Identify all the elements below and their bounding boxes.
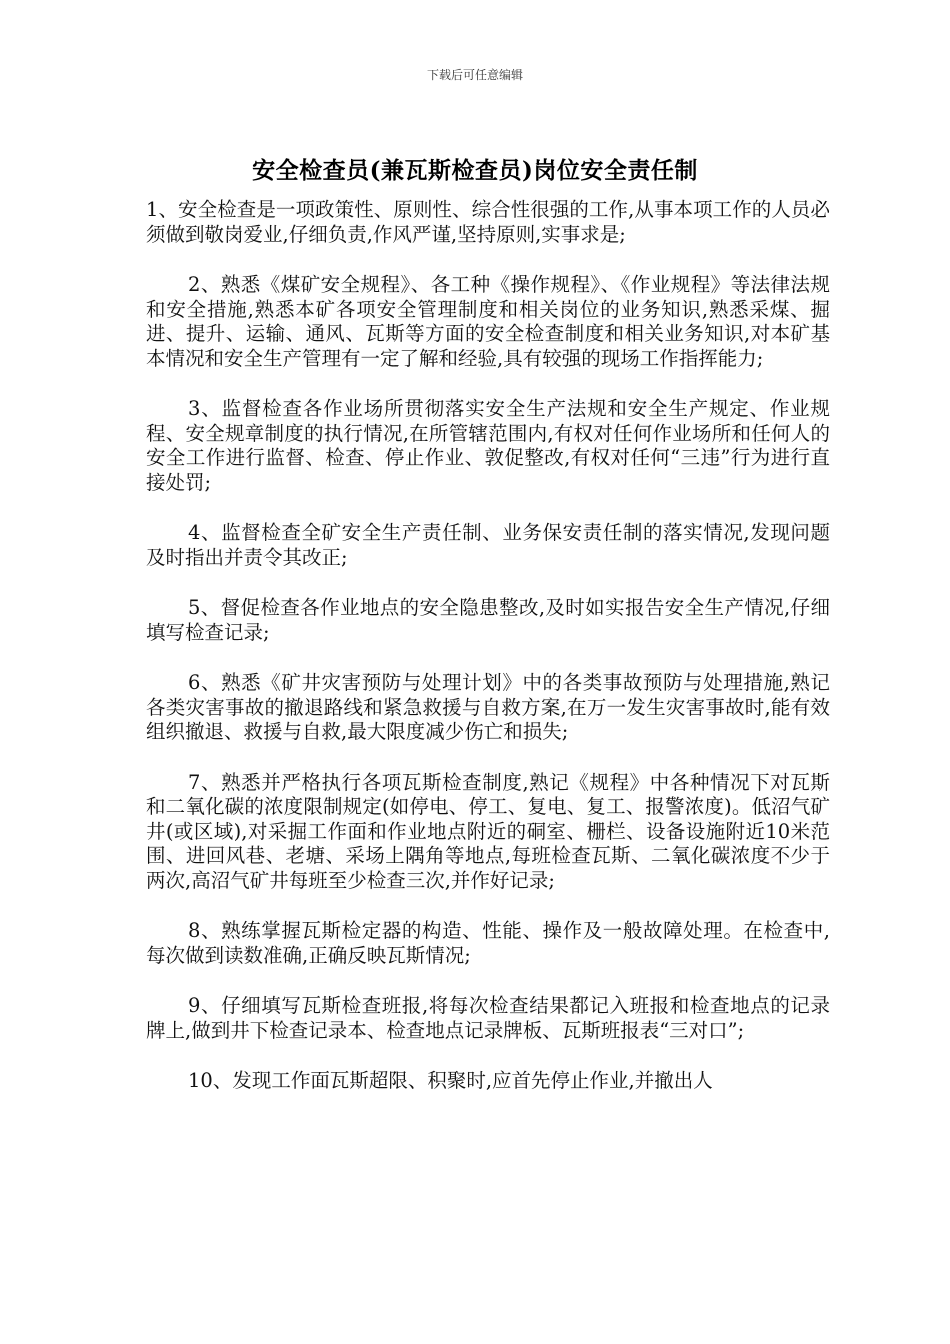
document-body: [146, 198, 830, 1120]
paragraph-item-7: 7、熟悉并严格执行各项瓦斯检查制度,熟记《规程》中各种情况下对瓦斯和二氧化碳的浓度限制规定(如停电、停工、复电、复工、报警浓度)。低沼气矿井(或区域),对采掘工作面和作业地点附近的硐室、栅栏、设备设施附近10米范围、进回风巷、老塘、采场上隅角等地点,每班检查瓦斯、二氧化碳浓度不少于两次,高沼气矿井每班至少检查三次,并作好记录;: [146, 770, 830, 892]
document-title: 安全检查员(兼瓦斯检查员)岗位安全责任制: [252, 157, 698, 184]
paragraph-item-9: 9、仔细填写瓦斯检查班报,将每次检查结果都记入班报和检查地点的记录牌上,做到井下检查记录本、检查地点记录牌板、瓦斯班报表“三对口”;: [146, 994, 830, 1042]
paragraph-item-5: 5、督促检查各作业地点的安全隐患整改,及时如实报告安全生产情况,仔细填写检查记录;: [146, 596, 830, 644]
paragraph-item-10: 10、发现工作面瓦斯超限、积聚时,应首先停止作业,并撤出人: [188, 1069, 713, 1092]
header-note: 下载后可任意编辑: [426, 68, 523, 82]
paragraph-item-3: 3、监督检查各作业场所贯彻落实安全生产法规和安全生产规定、作业规程、安全规章制度的执行情况,在所管辖范围内,有权对任何作业场所和任何人的安全工作进行监督、检查、停止作业、敦促整改,有权对任何“三违”行为进行直接处罚;: [146, 397, 830, 494]
paragraph-item-6: 6、熟悉《矿井灾害预防与处理计划》中的各类事故预防与处理措施,熟记各类灾害事故的撤退路线和紧急救援与自救方案,在万一发生灾害事故时,能有效组织撤退、救援与自救,最大限度减少伤亡和损失;: [146, 671, 830, 743]
paragraph-item-8: 8、熟练掌握瓦斯检定器的构造、性能、操作及一般故障处理。在检查中,每次做到读数准确,正确反映瓦斯情况;: [146, 919, 830, 967]
paragraph-item-2: 2、熟悉《煤矿安全规程》、各工种《操作规程》、《作业规程》等法律法规和安全措施,熟悉本矿各项安全管理制度和相关岗位的业务知识,熟悉采煤、掘进、提升、运输、通风、瓦斯等方面的安全检查制度和相关业务知识,对本矿基本情况和安全生产管理有一定了解和经验,具有较强的现场工作指挥能力;: [146, 273, 830, 370]
paragraph-item-4: 4、监督检查全矿安全生产责任制、业务保安责任制的落实情况,发现问题及时指出并责令其改正;: [146, 521, 830, 569]
paragraph-item-1: 1、安全检查是一项政策性、原则性、综合性很强的工作,从事本项工作的人员必须做到敬岗爱业,仔细负责,作风严谨,坚持原则,实事求是;: [146, 198, 830, 246]
